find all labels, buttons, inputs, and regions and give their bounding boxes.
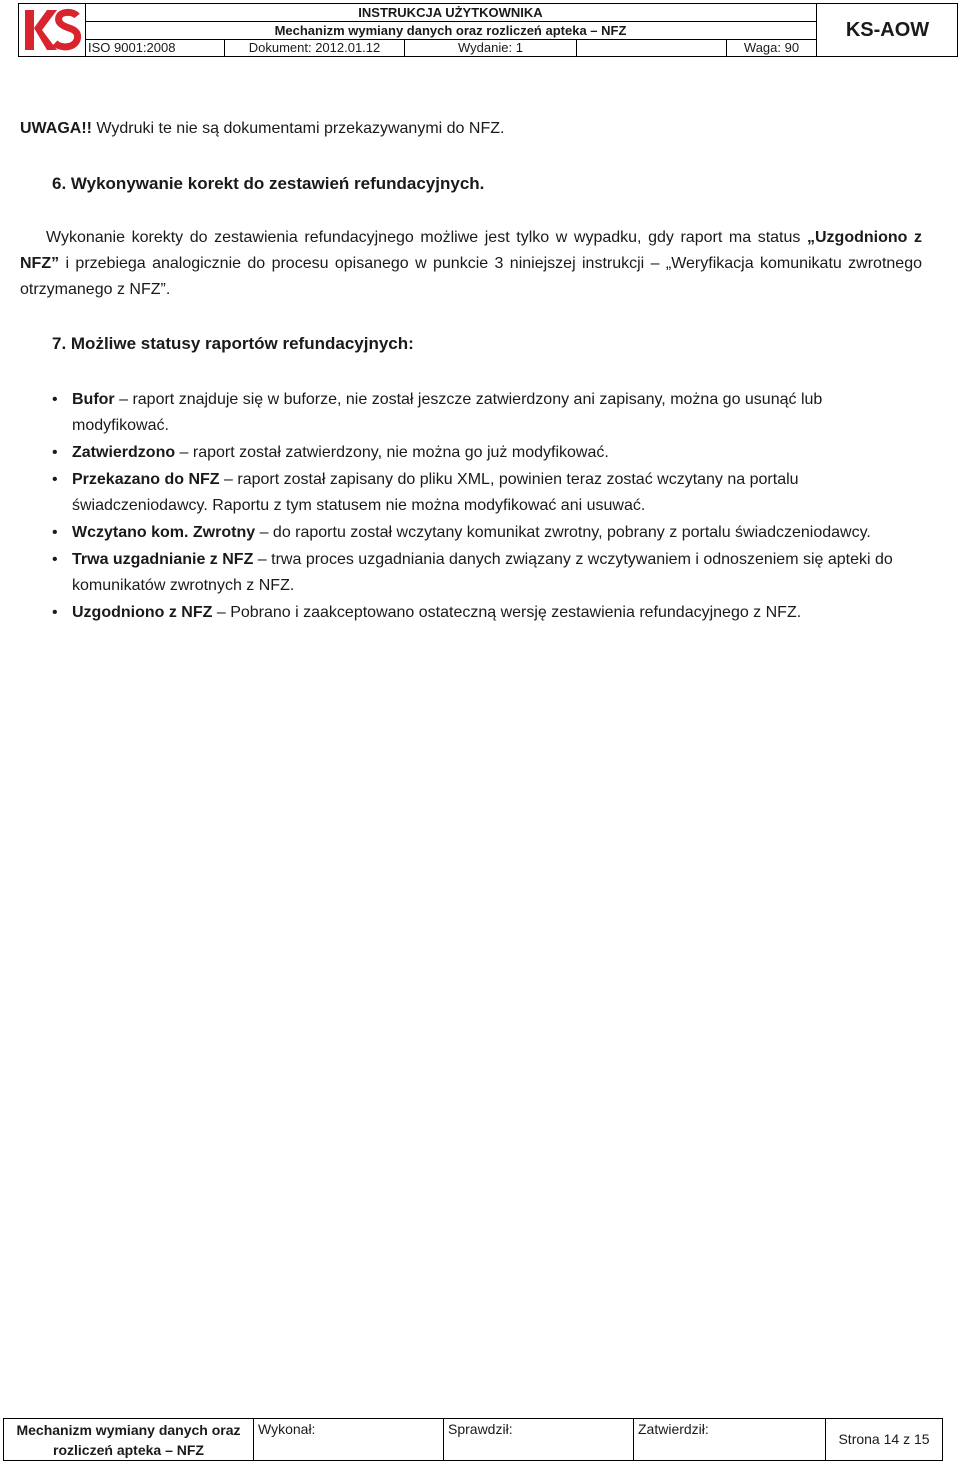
status-term: Bufor xyxy=(72,391,115,408)
footer-approved-by: Zatwierdził: xyxy=(634,1419,826,1460)
status-list xyxy=(52,387,922,627)
page-number: Strona 14 z 15 xyxy=(838,1431,930,1447)
footer-title-line2: rozliczeń apteka – NFZ xyxy=(53,1442,204,1458)
warning-note xyxy=(20,116,504,142)
document-header xyxy=(18,3,958,57)
section6-paragraph xyxy=(20,225,922,303)
status-desc: – raport został zapisany do pliku XML, powinien teraz zostać wczytany na portalu świadczeniodawcy. Raportu z tym statusem nie można modyfikować ani usuwać. xyxy=(72,471,799,514)
footer-done-by: Wykonał: xyxy=(254,1419,444,1460)
ks-logo-icon xyxy=(23,6,81,54)
section6-text-2: i przebiega analogicznie do procesu opisanego w punkcie 3 niniejszej instrukcji – „Weryfikacja komunikatu zwrotnego otrzymanego z NFZ”. xyxy=(20,255,922,298)
status-desc: – trwa proces uzgadniania danych związany z wczytywaniem i odnoszeniem się apteki do komunikatów zwrotnych z NFZ. xyxy=(72,551,893,594)
company-logo xyxy=(19,4,86,56)
list-item xyxy=(52,387,922,439)
warning-label: UWAGA!! xyxy=(20,120,92,137)
status-term: Wczytano kom. Zwrotny xyxy=(72,524,256,541)
section6-text-1: Wykonanie korekty do zestawienia refundacyjnego możliwe jest tylko w wypadku, gdy raport ma status xyxy=(46,229,807,246)
footer-title-line1: Mechanizm wymiany danych oraz xyxy=(16,1422,241,1438)
status-desc: – Pobrano i zaakceptowano ostateczną wersję zestawienia refundacyjnego z NFZ. xyxy=(212,604,802,621)
footer-checked-by: Sprawdził: xyxy=(444,1419,634,1460)
status-desc: – do raportu został wczytany komunikat zwrotny, pobrany z portalu świadczeniodawcy. xyxy=(255,524,871,541)
bullet-icon: • xyxy=(52,524,58,541)
list-item xyxy=(52,600,922,626)
status-desc: – raport znajduje się w buforze, nie został jeszcze zatwierdzony ani zapisany, można go usunąć lub modyfikować. xyxy=(72,391,823,434)
section6-heading: 6. Wykonywanie korekt do zestawień refundacyjnych. xyxy=(52,174,485,193)
weight-cell: Waga: 90 xyxy=(743,40,800,55)
empty-cell xyxy=(577,40,727,56)
document-cell: Dokument: 2012.01.12 xyxy=(225,40,405,56)
section6-status-name: „Uzgodniono z NFZ” xyxy=(20,229,922,272)
status-term: Trwa uzgadnianie z NFZ xyxy=(72,551,254,568)
status-desc: – raport został zatwierdzony, nie można go już modyfikować. xyxy=(175,444,609,461)
list-item xyxy=(52,467,922,519)
document-footer xyxy=(3,1418,943,1461)
bullet-icon: • xyxy=(52,391,58,408)
bullet-icon: • xyxy=(52,444,58,461)
bullet-icon: • xyxy=(52,471,58,488)
bullet-icon: • xyxy=(52,551,58,568)
status-term: Uzgodniono z NFZ xyxy=(72,604,213,621)
iso-cell: ISO 9001:2008 xyxy=(85,40,225,56)
list-item xyxy=(52,440,922,466)
status-term: Zatwierdzono xyxy=(72,444,176,461)
doc-type: INSTRUKCJA UŻYTKOWNIKA xyxy=(85,4,816,22)
warning-text: Wydruki te nie są dokumentami przekazywanymi do NFZ. xyxy=(91,120,505,137)
doc-title: Mechanizm wymiany danych oraz rozliczeń apteka – NFZ xyxy=(85,22,816,40)
list-item xyxy=(52,547,922,599)
edition-cell: Wydanie: 1 xyxy=(405,40,577,56)
status-term: Przekazano do NFZ xyxy=(72,471,220,488)
section7-heading: 7. Możliwe statusy raportów refundacyjnych: xyxy=(52,334,414,353)
footer-title xyxy=(4,1419,254,1460)
list-item xyxy=(52,520,922,546)
bullet-icon: • xyxy=(52,604,58,621)
product-code: KS-AOW xyxy=(816,4,958,56)
